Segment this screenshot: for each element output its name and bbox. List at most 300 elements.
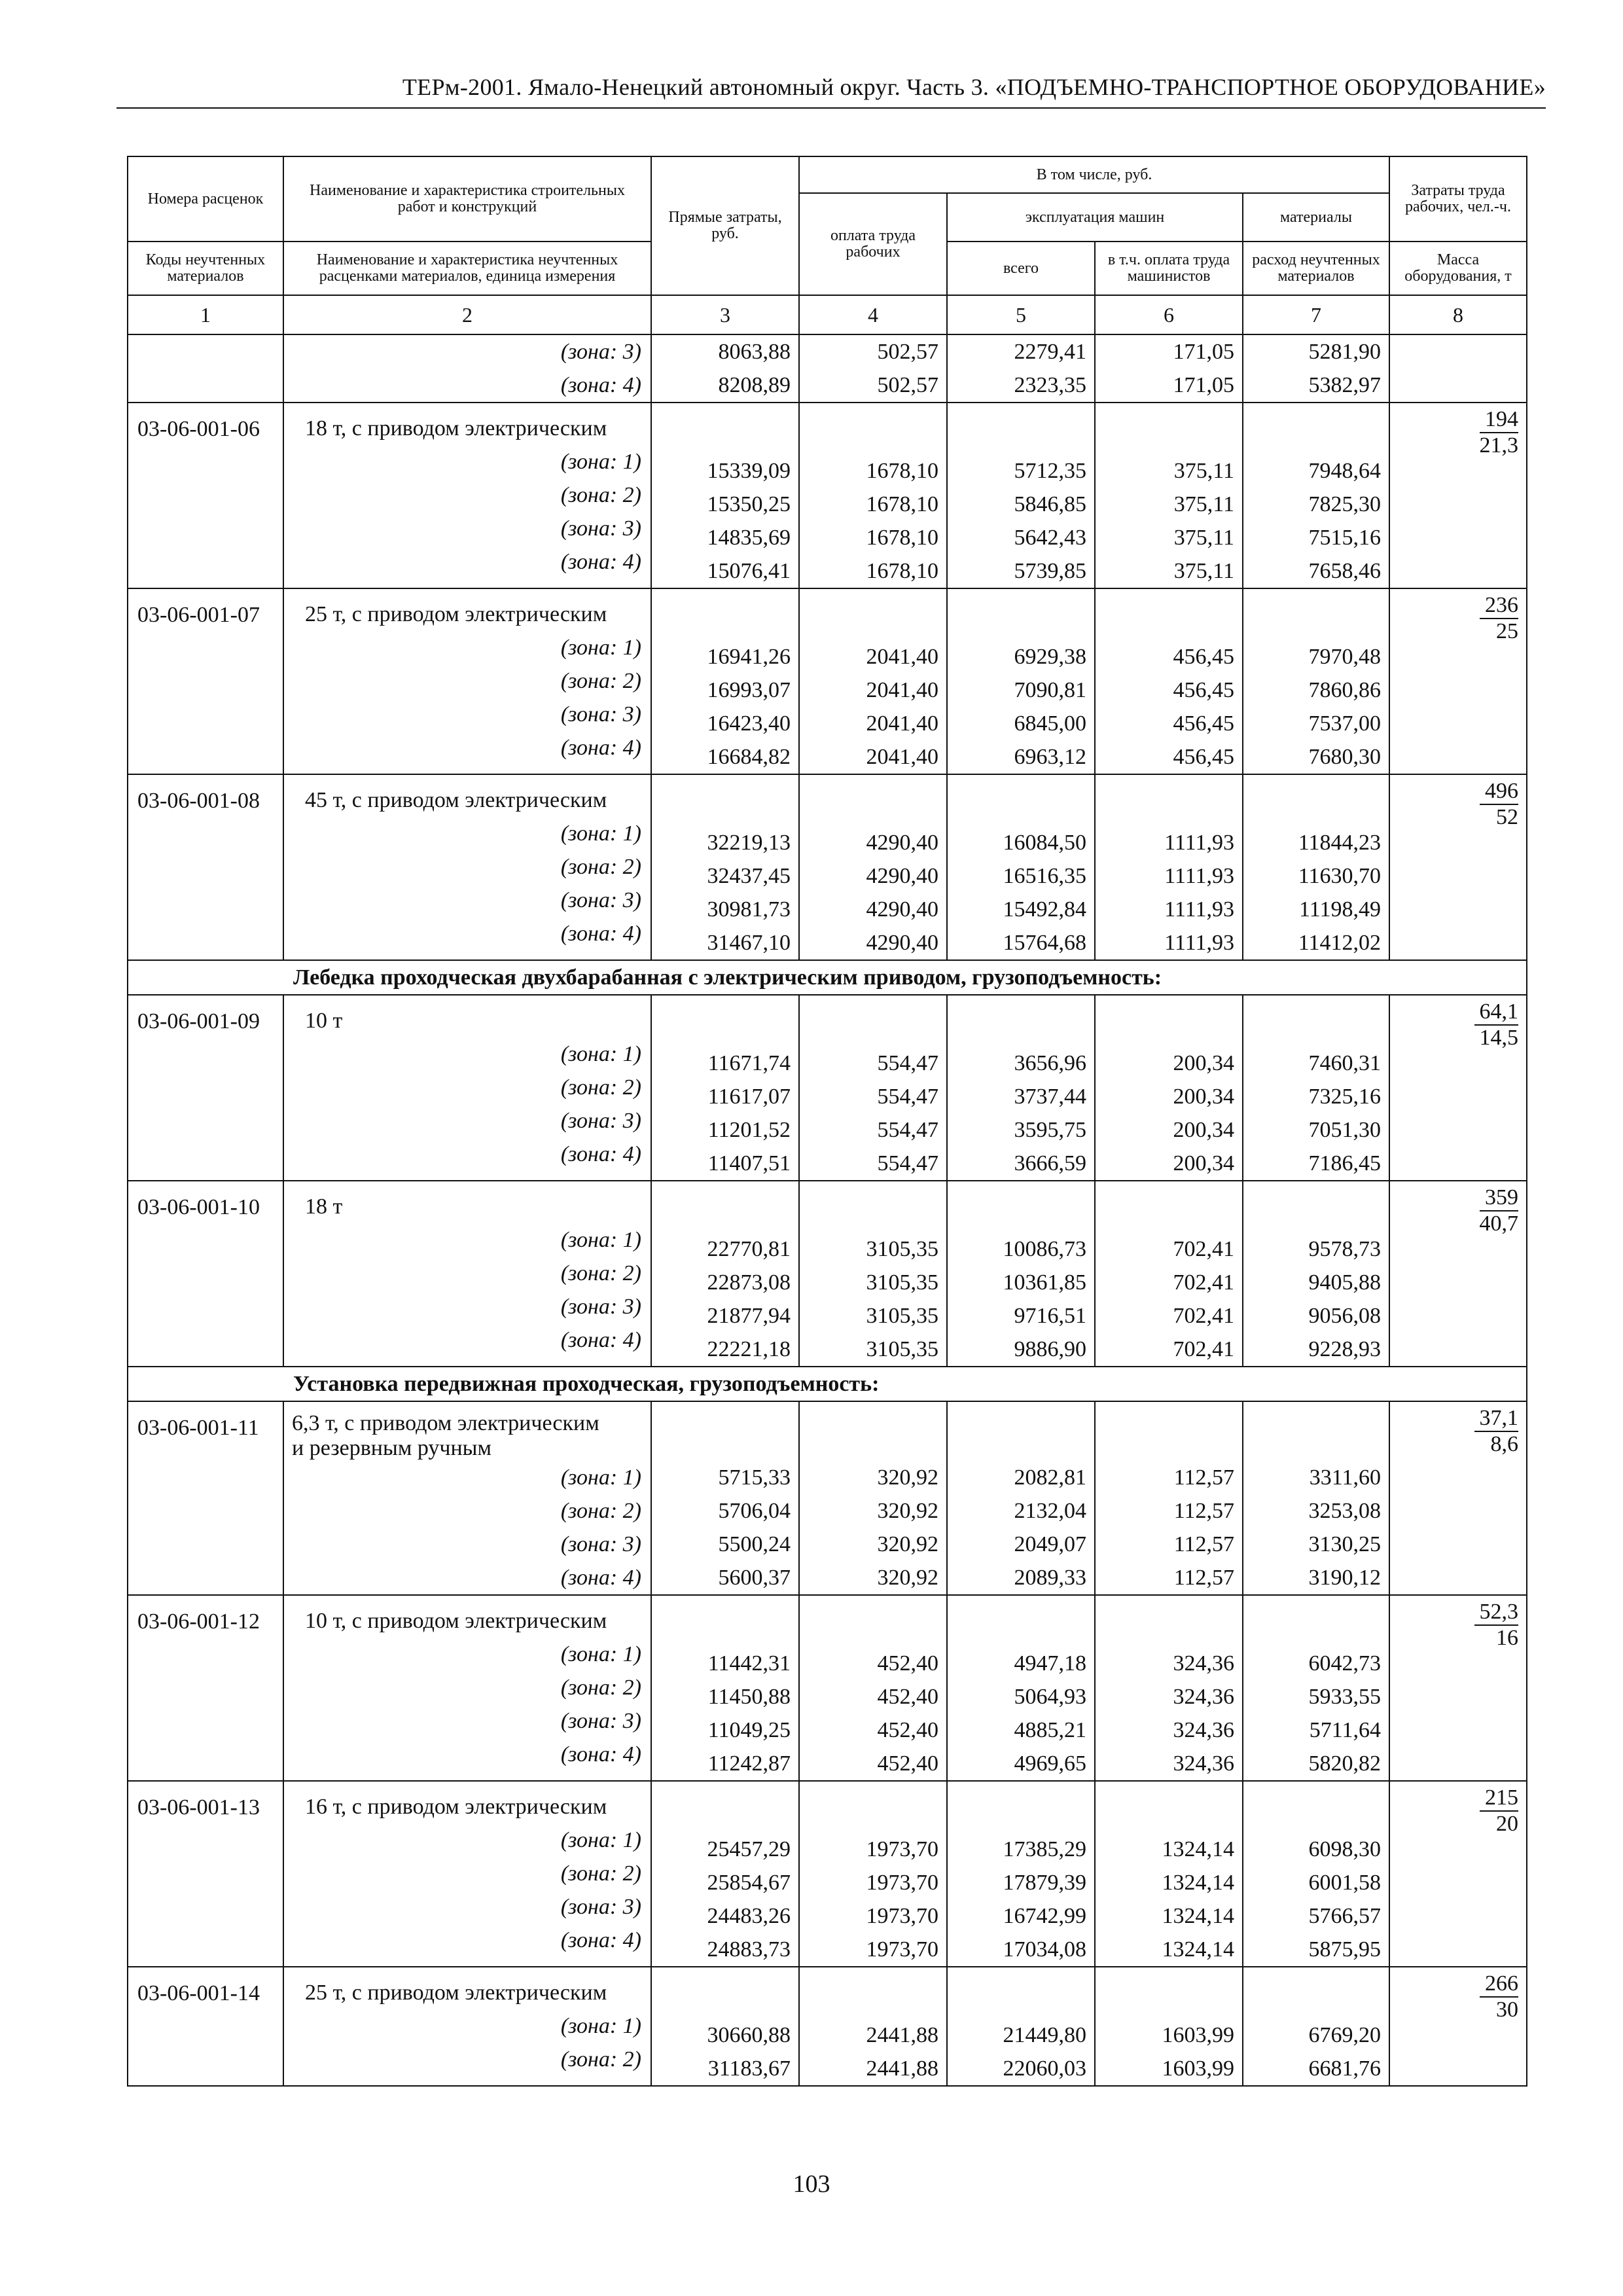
direct-cost: 30660,88 <box>707 2023 791 2047</box>
direct-cost: 31183,67 <box>707 2056 791 2081</box>
worker-pay: 3105,35 <box>866 1304 938 1328</box>
direct-cost: 11671,74 <box>707 1051 791 1075</box>
labor-hours: 215 <box>1480 1787 1518 1812</box>
materials-cost: 11412,02 <box>1298 931 1381 955</box>
materials-cost: 5820,82 <box>1308 1751 1381 1776</box>
operator-pay: 375,11 <box>1173 459 1234 483</box>
labor-mass-fraction <box>1480 1187 1519 1235</box>
zone-label: (зона: 1) <box>560 2014 641 2038</box>
equipment-mass: 30 <box>1496 1998 1518 2022</box>
direct-cost: 5706,04 <box>718 1499 791 1523</box>
materials-cost: 7825,30 <box>1308 492 1381 516</box>
rate-row <box>128 1595 1527 1781</box>
worker-pay: 1973,70 <box>866 1837 938 1861</box>
worker-pay: 4290,40 <box>866 831 938 855</box>
materials-cost: 7460,31 <box>1308 1051 1381 1075</box>
col-number: 2 <box>283 295 651 334</box>
worker-pay: 554,47 <box>877 1118 938 1142</box>
machine-total: 7090,81 <box>1014 678 1086 702</box>
direct-cost: 15339,09 <box>707 459 791 483</box>
col-header-unaccounted-codes: Коды неучтенных материалов <box>128 242 283 295</box>
operator-pay: 1603,99 <box>1162 2023 1234 2047</box>
worker-pay-cell <box>799 334 947 403</box>
materials-cost: 5281,90 <box>1308 340 1381 364</box>
worker-pay-cell <box>799 774 947 960</box>
rate-code: 03-06-001-06 <box>128 403 283 588</box>
materials-cost: 11844,23 <box>1298 831 1381 855</box>
labor-mass-fraction <box>1474 1407 1519 1456</box>
rate-row <box>128 403 1527 588</box>
zone-label: (зона: 3) <box>560 1895 641 1919</box>
direct-cost: 24883,73 <box>707 1937 791 1962</box>
machine-total: 5064,93 <box>1014 1685 1086 1709</box>
operator-pay: 1111,93 <box>1164 897 1234 922</box>
work-name <box>284 1402 651 1461</box>
worker-pay: 1678,10 <box>866 526 938 550</box>
zone-label: (зона: 3) <box>560 1532 641 1556</box>
section-title: Установка передвижная проходческая, грузоподъемность: <box>128 1367 1527 1401</box>
equipment-mass: 8,6 <box>1490 1432 1518 1456</box>
materials-cost: 6098,30 <box>1308 1837 1381 1861</box>
work-name-cell <box>283 774 651 960</box>
direct-cost: 31467,10 <box>707 931 791 955</box>
worker-pay: 502,57 <box>877 340 938 364</box>
rate-row <box>128 1181 1527 1367</box>
operator-pay: 456,45 <box>1173 711 1234 736</box>
direct-cost: 22221,18 <box>707 1337 791 1361</box>
materials-cost-cell <box>1243 1595 1389 1781</box>
zone-label: (зона: 1) <box>560 821 641 846</box>
labor-hours: 37,1 <box>1474 1407 1519 1432</box>
worker-pay-cell <box>799 403 947 588</box>
direct-cost: 15350,25 <box>707 492 791 516</box>
zone-labels <box>284 2009 651 2076</box>
col-header-including: В том числе, руб. <box>799 156 1389 193</box>
labor-mass-fraction <box>1480 594 1518 643</box>
operator-pay: 456,45 <box>1173 678 1234 702</box>
col-header-unaccounted-materials: Наименование и характеристика неучтенных расценками материалов, единица измерения <box>283 242 651 295</box>
operator-pay-cell <box>1095 1181 1243 1367</box>
direct-cost-cell <box>651 1595 799 1781</box>
operator-pay-cell <box>1095 403 1243 588</box>
work-name-line: 10 т <box>305 1009 343 1033</box>
operator-pay: 200,34 <box>1173 1085 1234 1109</box>
operator-pay: 1324,14 <box>1162 1904 1234 1928</box>
operator-pay: 200,34 <box>1173 1118 1234 1142</box>
work-name <box>284 1596 651 1638</box>
zone-label: (зона: 2) <box>560 483 641 507</box>
operator-pay-cell <box>1095 334 1243 403</box>
operator-pay: 1324,14 <box>1162 1837 1234 1861</box>
work-name-line: и резервным ручным <box>292 1436 492 1460</box>
zone-label: (зона: 3) <box>560 340 641 364</box>
direct-cost: 11407,51 <box>707 1151 791 1175</box>
direct-cost-cell <box>651 774 799 960</box>
worker-pay: 2041,40 <box>866 745 938 769</box>
zone-label: (зона: 4) <box>560 736 641 760</box>
materials-cost-cell <box>1243 1967 1389 2086</box>
equipment-mass: 20 <box>1496 1812 1518 1836</box>
materials-cost: 11630,70 <box>1298 864 1381 888</box>
materials-cost: 3253,08 <box>1308 1499 1381 1523</box>
worker-pay: 452,40 <box>877 1685 938 1709</box>
zone-label: (зона: 1) <box>560 636 641 660</box>
work-name <box>284 589 651 631</box>
zone-labels <box>284 1223 651 1357</box>
direct-cost: 32437,45 <box>707 864 791 888</box>
labor-hours: 194 <box>1480 408 1519 433</box>
machine-total: 17385,29 <box>1003 1837 1086 1861</box>
equipment-mass: 40,7 <box>1479 1211 1518 1236</box>
zone-label: (зона: 1) <box>560 1828 641 1852</box>
direct-cost: 5500,24 <box>718 1532 791 1556</box>
operator-pay: 702,41 <box>1173 1237 1234 1261</box>
worker-pay: 320,92 <box>877 1532 938 1556</box>
col-header-equipment-mass: Масса оборудования, т <box>1389 242 1527 295</box>
col-header-direct-costs: Прямые затраты, руб. <box>651 156 799 295</box>
operator-pay: 456,45 <box>1173 645 1234 669</box>
materials-cost: 6769,20 <box>1308 2023 1381 2047</box>
direct-cost: 11617,07 <box>707 1085 791 1109</box>
machine-total: 3656,96 <box>1014 1051 1086 1075</box>
col-number: 7 <box>1243 295 1389 334</box>
materials-cost: 6001,58 <box>1308 1871 1381 1895</box>
direct-cost: 15076,41 <box>707 559 791 583</box>
materials-cost: 7537,00 <box>1308 711 1381 736</box>
zone-label: (зона: 4) <box>560 1928 641 1952</box>
col-header-machine-total: всего <box>947 242 1095 295</box>
equipment-mass: 52 <box>1496 805 1518 829</box>
col-header-rate-numbers: Номера расценок <box>128 156 283 242</box>
zone-labels <box>284 445 651 579</box>
operator-pay: 171,05 <box>1173 340 1234 364</box>
col-number: 8 <box>1389 295 1527 334</box>
section-row <box>128 1367 1527 1401</box>
machine-total: 9886,90 <box>1014 1337 1086 1361</box>
zone-labels <box>284 335 651 402</box>
direct-cost: 8208,89 <box>718 373 791 397</box>
direct-cost: 22770,81 <box>707 1237 791 1261</box>
direct-cost: 14835,69 <box>707 526 791 550</box>
operator-pay: 171,05 <box>1173 373 1234 397</box>
direct-cost: 5715,33 <box>718 1465 791 1490</box>
zone-label: (зона: 3) <box>560 1295 641 1319</box>
work-name <box>284 1181 651 1223</box>
machine-total: 16084,50 <box>1003 831 1086 855</box>
worker-pay: 320,92 <box>877 1566 938 1590</box>
price-table <box>127 156 1527 2087</box>
machine-total: 10086,73 <box>1003 1237 1086 1261</box>
materials-cost: 5711,64 <box>1309 1718 1381 1742</box>
machine-total: 15492,84 <box>1003 897 1086 922</box>
work-name-line: 16 т, с приводом электрическим <box>305 1795 607 1819</box>
zone-label: (зона: 1) <box>560 1228 641 1252</box>
col-number: 4 <box>799 295 947 334</box>
machine-total: 2082,81 <box>1014 1465 1086 1490</box>
worker-pay: 554,47 <box>877 1085 938 1109</box>
machine-total: 2279,41 <box>1014 340 1086 364</box>
machine-total-cell <box>947 995 1095 1181</box>
materials-cost: 5766,57 <box>1308 1904 1381 1928</box>
labor-hours: 266 <box>1480 1973 1518 1998</box>
materials-cost: 7515,16 <box>1308 526 1381 550</box>
operator-pay: 1111,93 <box>1164 864 1234 888</box>
machine-total-cell <box>947 1181 1095 1367</box>
machine-total: 17879,39 <box>1003 1871 1086 1895</box>
work-name-line: 25 т, с приводом электрическим <box>305 602 607 626</box>
materials-cost: 3311,60 <box>1309 1465 1381 1490</box>
labor-mass-fraction <box>1480 1787 1518 1835</box>
zone-label: (зона: 1) <box>560 1042 641 1066</box>
zone-label: (зона: 2) <box>560 1676 641 1700</box>
worker-pay: 320,92 <box>877 1465 938 1490</box>
rate-row <box>128 995 1527 1181</box>
col-header-labor-costs: Затраты труда рабочих, чел.-ч. <box>1389 156 1527 242</box>
labor-mass-cell <box>1389 1181 1527 1367</box>
zone-label: (зона: 3) <box>560 1109 641 1133</box>
direct-cost: 25457,29 <box>707 1837 791 1861</box>
operator-pay: 375,11 <box>1173 559 1234 583</box>
rate-row <box>128 1781 1527 1967</box>
materials-cost: 9228,93 <box>1308 1337 1381 1361</box>
work-name-cell <box>283 588 651 774</box>
labor-mass-cell <box>1389 1401 1527 1595</box>
zone-label: (зона: 4) <box>560 1328 641 1352</box>
machine-total: 6845,00 <box>1014 711 1086 736</box>
col-header-material-consumption: расход неучтенных материалов <box>1243 242 1389 295</box>
materials-cost-cell <box>1243 774 1389 960</box>
machine-total: 21449,80 <box>1003 2023 1086 2047</box>
zone-labels <box>284 1461 651 1594</box>
machine-total: 3666,59 <box>1014 1151 1086 1175</box>
section-title: Лебедка проходческая двухбарабанная с электрическим приводом, грузоподъемность: <box>128 960 1527 995</box>
equipment-mass: 14,5 <box>1479 1026 1518 1050</box>
direct-cost: 11049,25 <box>707 1718 791 1742</box>
operator-pay: 324,36 <box>1173 1751 1234 1776</box>
materials-cost-cell <box>1243 334 1389 403</box>
materials-cost-cell <box>1243 403 1389 588</box>
operator-pay-cell <box>1095 1595 1243 1781</box>
worker-pay: 1973,70 <box>866 1904 938 1928</box>
direct-cost: 5600,37 <box>718 1566 791 1590</box>
work-name-line: 18 т, с приводом электрическим <box>305 416 607 440</box>
labor-mass-cell <box>1389 1595 1527 1781</box>
materials-cost: 6042,73 <box>1308 1651 1381 1676</box>
direct-cost-cell <box>651 1967 799 2086</box>
machine-total: 4947,18 <box>1014 1651 1086 1676</box>
zone-label: (зона: 3) <box>560 516 641 541</box>
rate-code: 03-06-001-10 <box>128 1181 283 1367</box>
zone-label: (зона: 3) <box>560 1709 641 1733</box>
operator-pay: 1324,14 <box>1162 1871 1234 1895</box>
operator-pay: 702,41 <box>1173 1337 1234 1361</box>
zone-label: (зона: 2) <box>560 1075 641 1100</box>
operator-pay: 112,57 <box>1173 1499 1234 1523</box>
machine-total: 3737,44 <box>1014 1085 1086 1109</box>
operator-pay: 112,57 <box>1173 1465 1234 1490</box>
equipment-mass: 25 <box>1496 619 1518 643</box>
machine-total: 22060,03 <box>1003 2056 1086 2081</box>
zone-label: (зона: 1) <box>560 1642 641 1666</box>
operator-pay-cell <box>1095 1967 1243 2086</box>
direct-cost: 8063,88 <box>718 340 791 364</box>
equipment-mass: 16 <box>1496 1626 1518 1650</box>
worker-pay: 554,47 <box>877 1151 938 1175</box>
machine-total-cell <box>947 774 1095 960</box>
materials-cost: 3190,12 <box>1308 1566 1381 1590</box>
machine-total: 6929,38 <box>1014 645 1086 669</box>
work-name <box>284 1967 651 2009</box>
zone-labels <box>284 817 651 950</box>
machine-total-cell <box>947 334 1095 403</box>
worker-pay: 1973,70 <box>866 1937 938 1962</box>
direct-cost: 16423,40 <box>707 711 791 736</box>
machine-total: 5739,85 <box>1014 559 1086 583</box>
machine-total: 4969,65 <box>1014 1751 1086 1776</box>
zone-label: (зона: 4) <box>560 1742 641 1767</box>
direct-cost: 16684,82 <box>707 745 791 769</box>
machine-total: 2132,04 <box>1014 1499 1086 1523</box>
worker-pay: 2441,88 <box>866 2056 938 2081</box>
rate-row <box>128 334 1527 403</box>
machine-total-cell <box>947 1781 1095 1967</box>
rate-row <box>128 588 1527 774</box>
machine-total: 10361,85 <box>1003 1270 1086 1295</box>
zone-label: (зона: 3) <box>560 702 641 726</box>
operator-pay-cell <box>1095 995 1243 1181</box>
rate-code: 03-06-001-12 <box>128 1595 283 1781</box>
direct-cost: 11242,87 <box>707 1751 791 1776</box>
direct-cost-cell <box>651 1181 799 1367</box>
rate-row <box>128 1401 1527 1595</box>
operator-pay: 324,36 <box>1173 1685 1234 1709</box>
materials-cost: 7948,64 <box>1308 459 1381 483</box>
materials-cost: 5382,97 <box>1308 373 1381 397</box>
labor-mass-cell <box>1389 1967 1527 2086</box>
zone-label: (зона: 3) <box>560 888 641 912</box>
materials-cost: 11198,49 <box>1299 897 1381 922</box>
zone-label: (зона: 4) <box>560 922 641 946</box>
direct-cost: 25854,67 <box>707 1871 791 1895</box>
materials-cost: 7325,16 <box>1308 1085 1381 1109</box>
rate-code: 03-06-001-13 <box>128 1781 283 1967</box>
operator-pay: 1324,14 <box>1162 1937 1234 1962</box>
direct-cost-cell <box>651 403 799 588</box>
labor-mass-fraction <box>1480 408 1519 457</box>
zone-label: (зона: 4) <box>560 1142 641 1166</box>
direct-cost: 32219,13 <box>707 831 791 855</box>
zone-label: (зона: 2) <box>560 855 641 879</box>
machine-total-cell <box>947 588 1095 774</box>
labor-mass-fraction <box>1480 1973 1518 2021</box>
machine-total: 9716,51 <box>1014 1304 1086 1328</box>
materials-cost: 7186,45 <box>1308 1151 1381 1175</box>
worker-pay: 1973,70 <box>866 1871 938 1895</box>
worker-pay: 1678,10 <box>866 492 938 516</box>
zone-label: (зона: 4) <box>560 550 641 574</box>
worker-pay: 502,57 <box>877 373 938 397</box>
work-name-line: 10 т, с приводом электрическим <box>305 1609 607 1633</box>
labor-hours: 236 <box>1480 594 1518 619</box>
zone-label: (зона: 2) <box>560 1499 641 1523</box>
direct-cost-cell <box>651 1401 799 1595</box>
worker-pay: 2041,40 <box>866 678 938 702</box>
direct-cost-cell <box>651 1781 799 1967</box>
worker-pay: 2441,88 <box>866 2023 938 2047</box>
machine-total-cell <box>947 403 1095 588</box>
work-name-cell <box>283 1781 651 1967</box>
operator-pay: 112,57 <box>1173 1532 1234 1556</box>
materials-cost: 7860,86 <box>1308 678 1381 702</box>
direct-cost: 24483,26 <box>707 1904 791 1928</box>
direct-cost: 16941,26 <box>707 645 791 669</box>
materials-cost: 9405,88 <box>1308 1270 1381 1295</box>
equipment-mass: 21,3 <box>1479 433 1518 457</box>
operator-pay-cell <box>1095 1401 1243 1595</box>
worker-pay: 452,40 <box>877 1718 938 1742</box>
zone-labels <box>284 1638 651 1771</box>
machine-total: 5642,43 <box>1014 526 1086 550</box>
col-header-materials: материалы <box>1243 193 1389 242</box>
operator-pay-cell <box>1095 1781 1243 1967</box>
operator-pay: 324,36 <box>1173 1651 1234 1676</box>
worker-pay-cell <box>799 1401 947 1595</box>
col-header-work-name: Наименование и характеристика строительных работ и конструкций <box>283 156 651 242</box>
machine-total: 5846,85 <box>1014 492 1086 516</box>
worker-pay: 452,40 <box>877 1651 938 1676</box>
zone-label: (зона: 1) <box>560 450 641 474</box>
work-name-cell <box>283 1181 651 1367</box>
labor-mass-cell <box>1389 403 1527 588</box>
work-name-line: 25 т, с приводом электрическим <box>305 1981 607 2005</box>
machine-total-cell <box>947 1967 1095 2086</box>
materials-cost-cell <box>1243 995 1389 1181</box>
zone-label: (зона: 4) <box>560 373 641 397</box>
labor-mass-fraction <box>1480 780 1518 829</box>
direct-cost: 30981,73 <box>707 897 791 922</box>
work-name-cell <box>283 403 651 588</box>
worker-pay-cell <box>799 1181 947 1367</box>
operator-pay: 702,41 <box>1173 1304 1234 1328</box>
operator-pay: 200,34 <box>1173 1051 1234 1075</box>
operator-pay-cell <box>1095 588 1243 774</box>
rate-code: 03-06-001-07 <box>128 588 283 774</box>
materials-cost: 6681,76 <box>1308 2056 1381 2081</box>
zone-label: (зона: 1) <box>560 1465 641 1490</box>
labor-hours: 359 <box>1480 1187 1519 1211</box>
worker-pay-cell <box>799 1967 947 2086</box>
machine-total-cell <box>947 1595 1095 1781</box>
work-name-cell <box>283 1595 651 1781</box>
work-name <box>284 1782 651 1823</box>
zone-label: (зона: 2) <box>560 1261 641 1285</box>
machine-total: 16742,99 <box>1003 1904 1086 1928</box>
zone-label: (зона: 2) <box>560 669 641 693</box>
direct-cost: 11442,31 <box>707 1651 791 1676</box>
operator-pay: 324,36 <box>1173 1718 1234 1742</box>
direct-cost-cell <box>651 995 799 1181</box>
machine-total: 15764,68 <box>1003 931 1086 955</box>
materials-cost-cell <box>1243 588 1389 774</box>
worker-pay: 4290,40 <box>866 897 938 922</box>
materials-cost: 7051,30 <box>1308 1118 1381 1142</box>
operator-pay: 112,57 <box>1173 1566 1234 1590</box>
direct-cost-cell <box>651 334 799 403</box>
labor-hours: 52,3 <box>1474 1601 1519 1626</box>
work-name-line: 45 т, с приводом электрическим <box>305 788 607 812</box>
rate-row <box>128 774 1527 960</box>
labor-mass-cell <box>1389 995 1527 1181</box>
